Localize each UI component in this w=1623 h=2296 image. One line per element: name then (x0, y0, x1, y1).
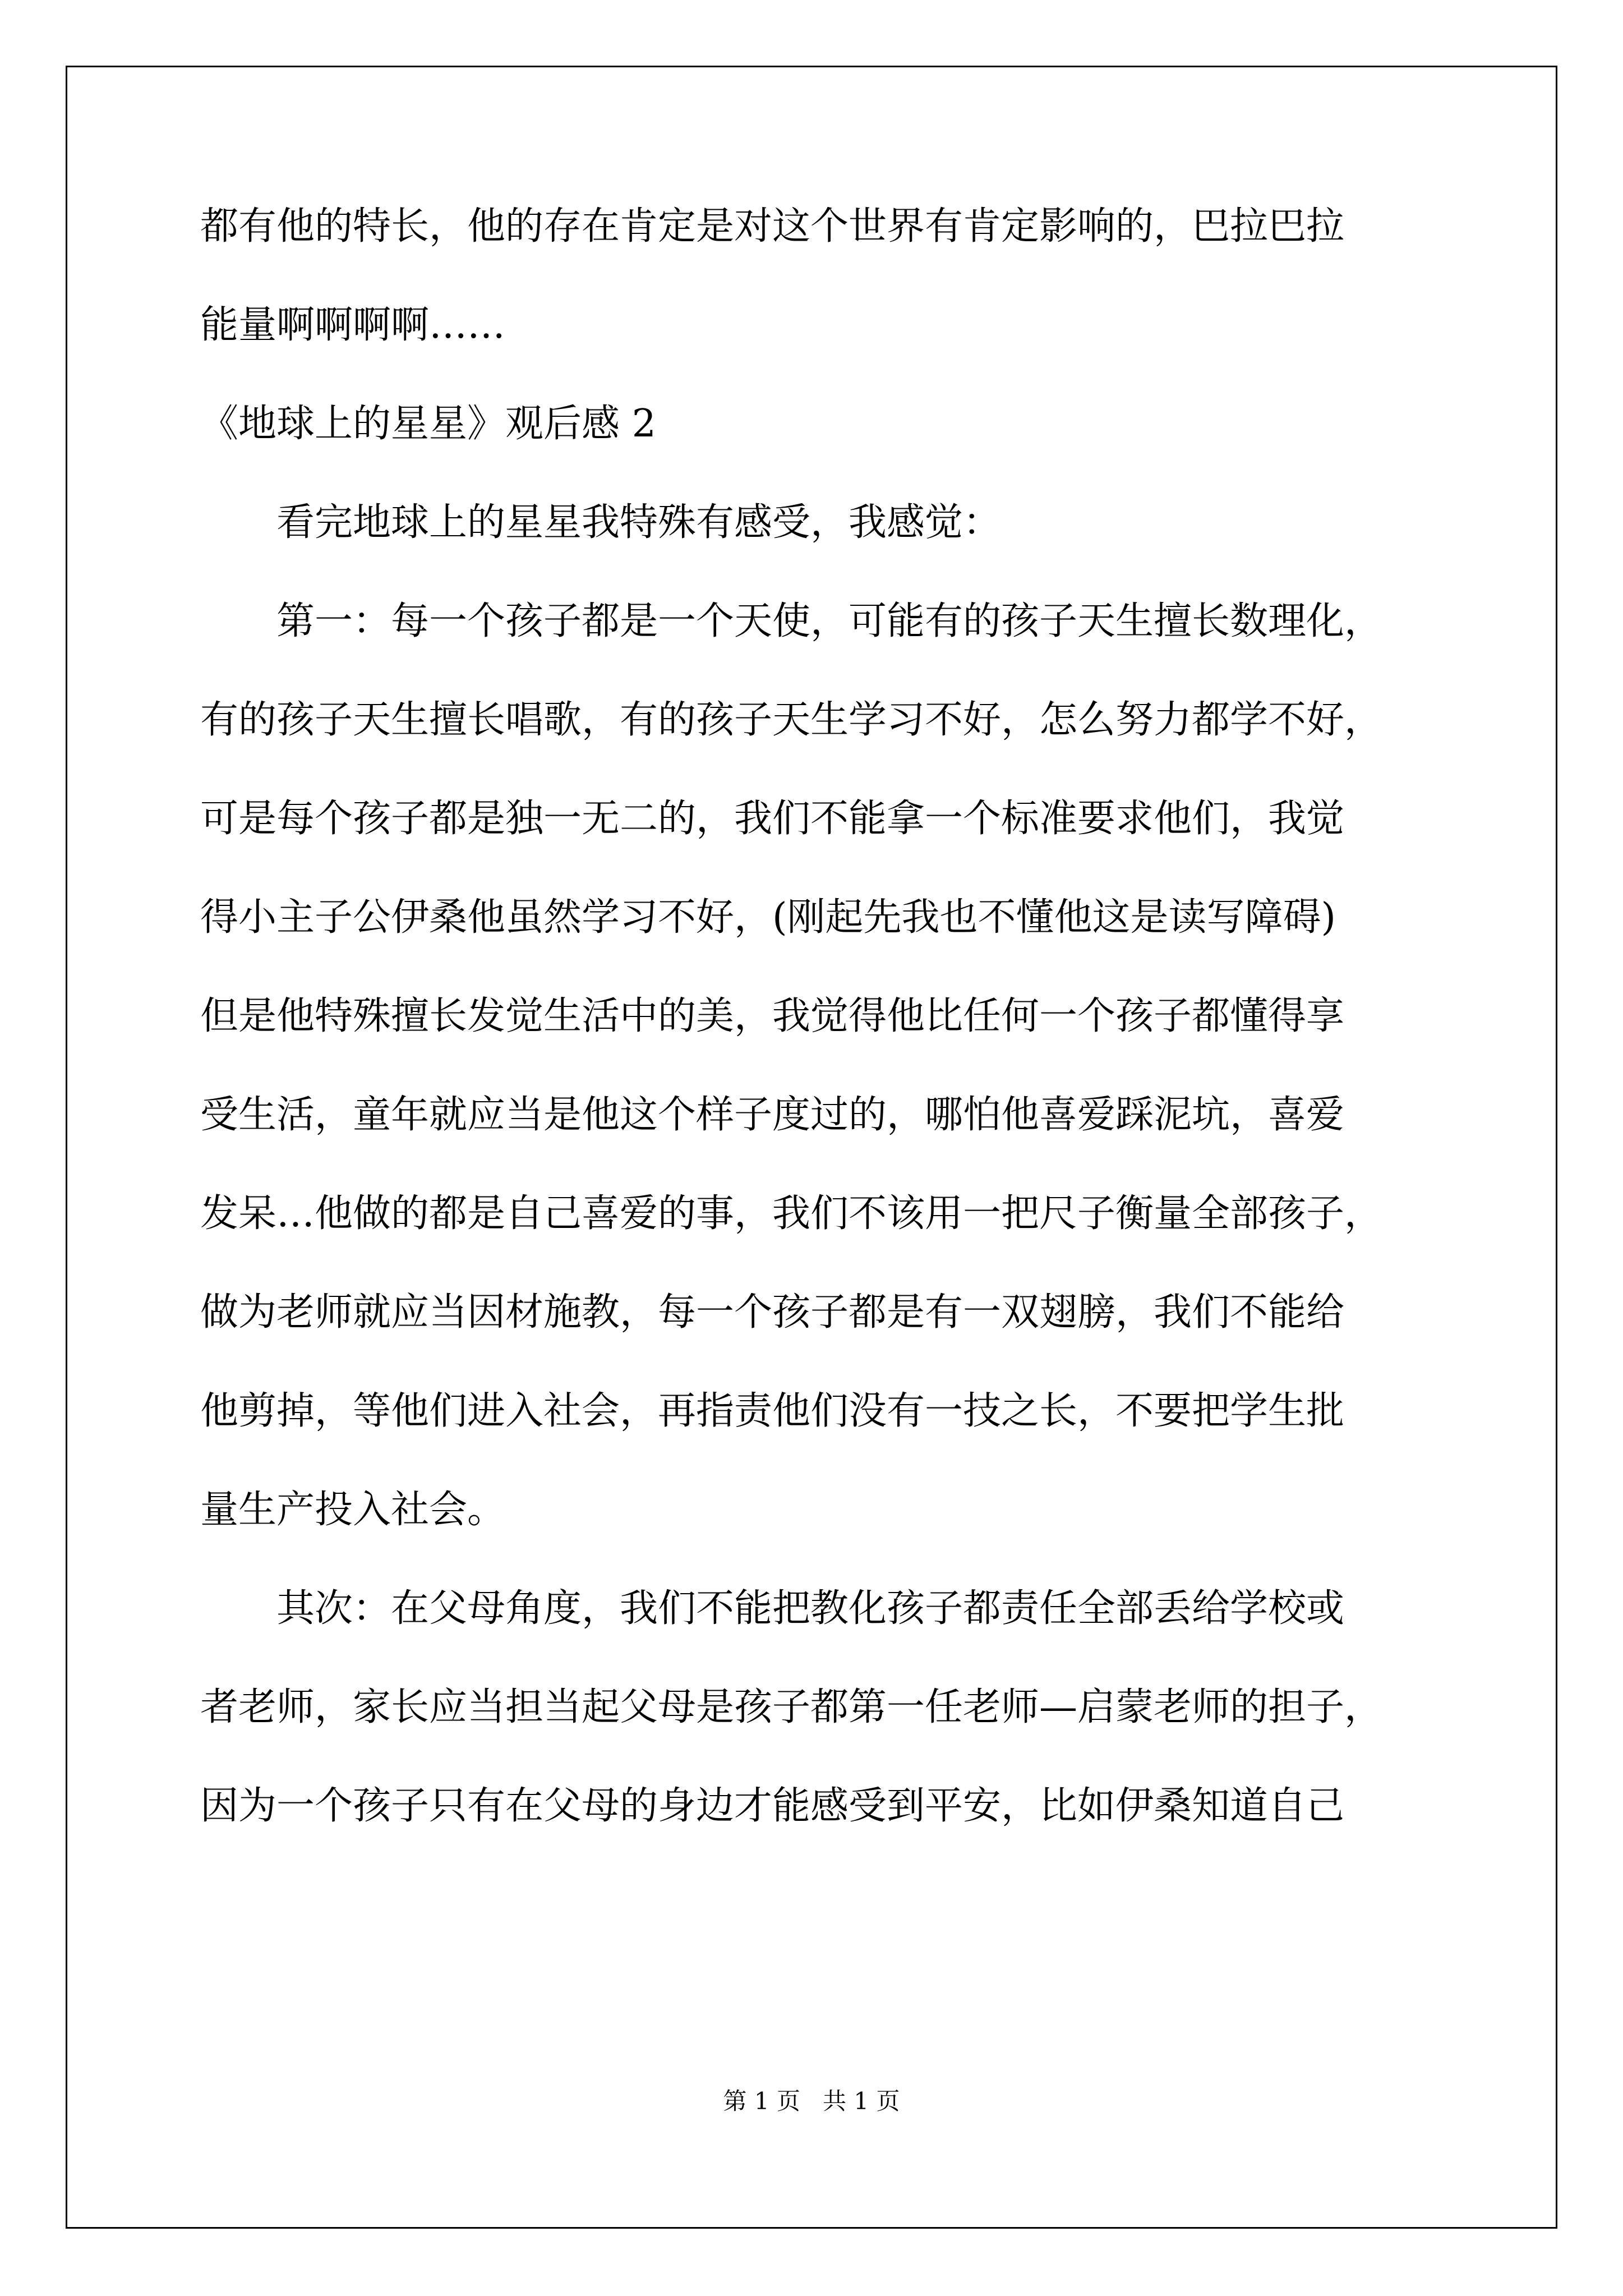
paragraph-line: 其次：在父母角度，我们不能把教化孩子都责任全部丢给学校或 (200, 1586, 1345, 1631)
text-line: 能量啊啊啊啊…… (200, 303, 506, 347)
section-heading: 《地球上的星星》观后感 2 (200, 402, 656, 446)
paragraph-line: 看完地球上的星星我特殊有感受，我感觉： (200, 500, 1002, 545)
text-line: 发呆…他做的都是自己喜爱的事，我们不该用一把尺子衡量全部孩子， (200, 1191, 1383, 1236)
text-line: 者老师，家长应当担当起父母是孩子都第一任老师—启蒙老师的担子， (200, 1685, 1383, 1729)
text-line: 但是他特殊擅长发觉生活中的美，我觉得他比任何一个孩子都懂得享 (200, 994, 1345, 1038)
document-body (200, 204, 1434, 1828)
text-line: 得小主子公伊桑他虽然学习不好，(刚起先我也不懂他这是读写障碍) (200, 895, 1336, 940)
paragraph-line: 第一：每一个孩子都是一个天使，可能有的孩子天生擅长数理化， (200, 599, 1383, 643)
text-line: 量生产投入社会。 (200, 1488, 506, 1532)
text-line: 有的孩子天生擅长唱歌，有的孩子天生学习不好，怎么努力都学不好， (200, 698, 1383, 742)
text-line: 受生活，童年就应当是他这个样子度过的，哪怕他喜爱踩泥坑，喜爱 (200, 1093, 1345, 1137)
text-line: 他剪掉，等他们进入社会，再指责他们没有一技之长，不要把学生批 (200, 1389, 1345, 1433)
text-line: 可是每个孩子都是独一无二的，我们不能拿一个标准要求他们，我觉 (200, 797, 1345, 841)
text-line: 都有他的特长，他的存在肯定是对这个世界有肯定影响的，巴拉巴拉 (200, 204, 1345, 249)
page-footer: 第 1 页 共 1 页 (723, 2087, 900, 2115)
text-line: 因为一个孩子只有在父母的身边才能感受到平安，比如伊桑知道自己 (200, 1784, 1345, 1828)
text-line: 做为老师就应当因材施教，每一个孩子都是有一双翅膀，我们不能给 (200, 1290, 1345, 1335)
